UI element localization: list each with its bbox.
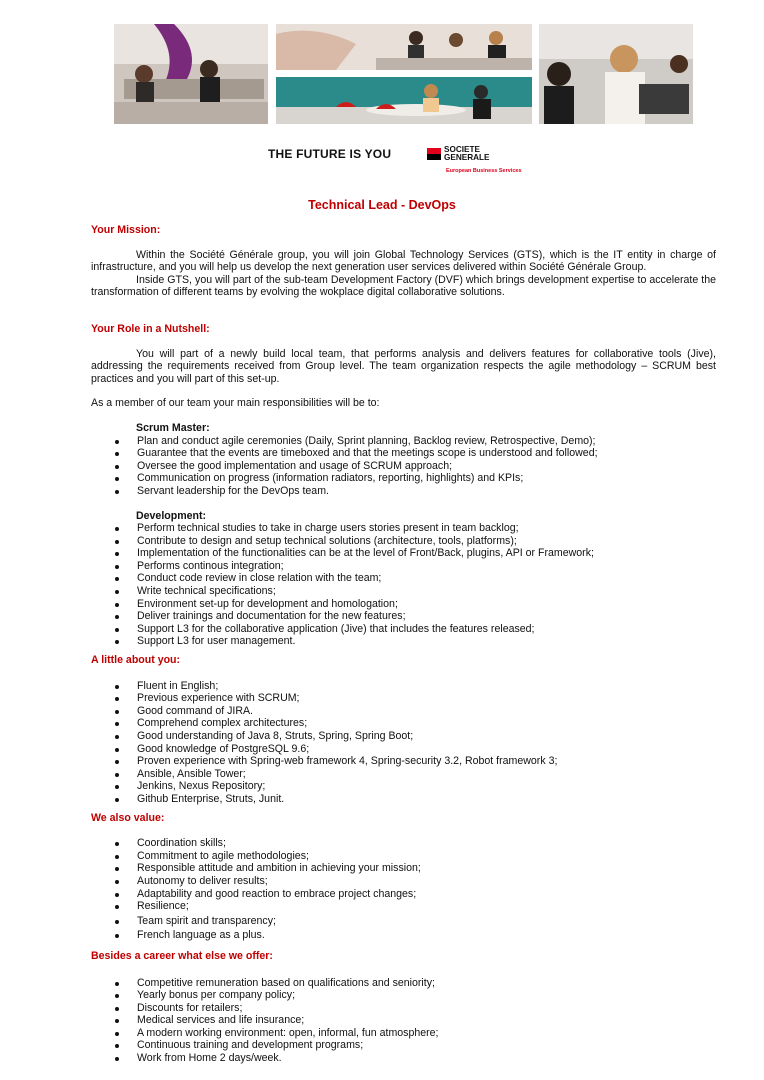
development-heading: Development: [136,509,207,522]
list-item: Plan and conduct agile ceremonies (Daily, Sprint planning, Backlog review, Retrospective, Demo); [91,435,716,448]
list-item: Team spirit and transparency; [91,915,716,928]
office-photo-3 [276,77,532,124]
role-heading: Your Role in a Nutshell: [91,322,210,335]
list-item: Comprehend complex architectures; [91,717,716,730]
list-item: Support L3 for user management. [91,635,716,648]
list-item: Proven experience with Spring-web framework 4, Spring-security 3.2, Robot framework 3; [91,755,716,768]
list-item: Commitment to agile methodologies; [91,850,716,863]
offer-heading: Besides a career what else we offer: [91,949,273,962]
list-item: Servant leadership for the DevOps team. [91,485,716,498]
mission-heading: Your Mission: [91,224,161,236]
list-item: Contribute to design and setup technical solutions (architecture, tools, platforms); [91,535,716,548]
value-heading: We also value: [91,811,165,824]
list-item: Environment set-up for development and homologation; [91,598,716,611]
list-item: Yearly bonus per company policy; [91,989,716,1002]
list-item: Guarantee that the events are timeboxed and that the meetings scope is understood and followed; [91,447,716,460]
list-item: Good knowledge of PostgreSQL 9.6; [91,743,716,756]
societe-generale-logo-icon [427,148,441,160]
list-item: Deliver trainings and documentation for the new features; [91,610,716,623]
list-item: Previous experience with SCRUM; [91,692,716,705]
office-photo-1 [114,24,268,124]
scrum-master-heading: Scrum Master: [136,421,210,434]
list-item: A modern working environment: open, informal, fun atmosphere; [91,1027,716,1040]
about-heading: A little about you: [91,654,181,667]
list-item: Ansible, Ansible Tower; [91,768,716,781]
brand-subtitle: European Business Services [446,168,522,174]
list-item: Responsible attitude and ambition in achieving your mission; [91,862,716,875]
list-item: Work from Home 2 days/week. [91,1052,716,1065]
list-item: Good command of JIRA. [91,705,716,718]
office-photo-4 [539,24,693,124]
office-photo-2 [276,24,532,70]
list-item: Discounts for retailers; [91,1002,716,1015]
list-item: French language as a plus. [91,929,716,942]
brand-name: SOCIETE GENERALE [444,145,490,162]
company-banner [268,146,548,176]
list-item: Continuous training and development programs; [91,1039,716,1052]
list-item: Perform technical studies to take in charge users stories present in team backlog; [91,522,716,535]
job-description [91,224,716,1065]
list-item: Jenkins, Nexus Repository; [91,780,716,793]
list-item: Coordination skills; [91,837,716,850]
list-item: Oversee the good implementation and usage of SCRUM approach; [91,460,716,473]
list-item: Adaptability and good reaction to embrace project changes; [91,888,716,901]
offer-list [91,977,716,1065]
list-item: Competitive remuneration based on qualifications and seniority; [91,977,716,990]
list-item: Good understanding of Java 8, Struts, Spring, Spring Boot; [91,730,716,743]
development-list [91,522,716,648]
list-item: Github Enterprise, Struts, Junit. [91,793,716,806]
value-list [91,837,716,942]
about-list [91,680,716,806]
list-item: Implementation of the functionalities can be at the level of Front/Back, plugins, API or Framework; [91,547,716,560]
scrum-master-list [91,435,716,498]
mission-paragraph-2: Inside GTS, you will part of the sub-team Development Factory (DVF) which brings development expertise to accelerate the transformation of different teams by evolving the wokplace digital collaborative solutions. [91,273,716,299]
job-title: Technical Lead - DevOps [308,198,456,212]
list-item: Medical services and life insurance; [91,1014,716,1027]
list-item: Resilience; [91,900,716,913]
list-item: Autonomy to deliver results; [91,875,716,888]
role-paragraph-2: As a member of our team your main responsibilities will be to: [91,397,380,410]
list-item: Communication on progress (information radiators, reporting, highlights) and KPIs; [91,472,716,485]
list-item: Fluent in English; [91,680,716,693]
list-item: Support L3 for the collaborative application (Jive) that includes the features released; [91,623,716,636]
list-item: Performs continous integration; [91,560,716,573]
list-item: Write technical specifications; [91,585,716,598]
mission-paragraph-1: Within the Société Générale group, you will join Global Technology Services (GTS), which is the IT entity in charge of infrastructure, and you will help us develop the next generation user services delivered within Société Générale Group. [91,248,716,274]
list-item: Conduct code review in close relation with the team; [91,572,716,585]
tagline: THE FUTURE IS YOU [268,147,392,161]
role-paragraph-1: You will part of a newly build local team, that performs analysis and delivers features for collaborative tools (Jive), addressing the requirements received from Group level. The team organization respects the agile methodology – SCRUM best practices and you will part of this set-up. [91,347,716,385]
